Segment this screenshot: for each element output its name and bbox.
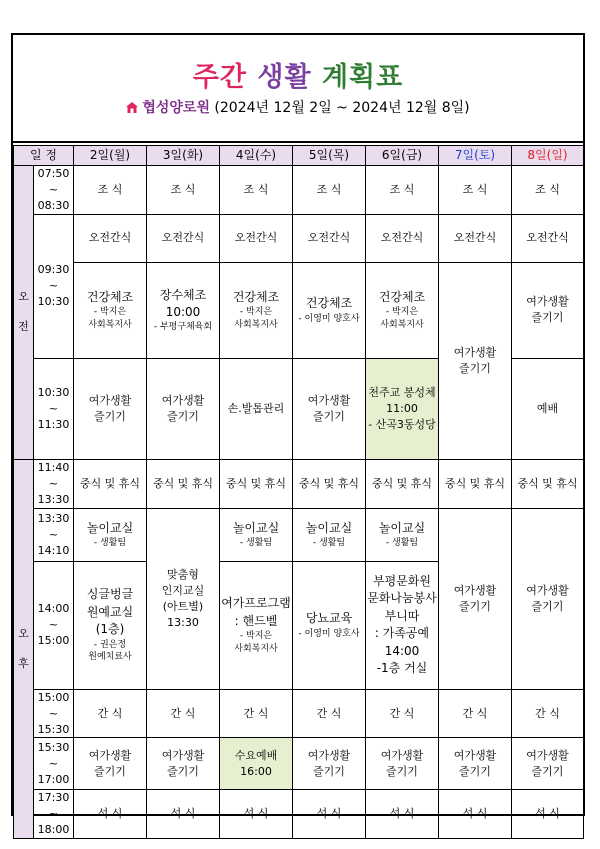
header-day: 2일(월) xyxy=(74,146,147,166)
cell-snack-am: 오전간식 xyxy=(293,214,366,262)
cell-wed-care: 손.발톱관리 xyxy=(220,358,293,459)
cell-play: 놀이교실 - 생활팀 xyxy=(220,508,293,561)
cell-mon-garden: 싱글벙글 원예교실 (1층) - 권은정 원예치료사 xyxy=(74,561,147,689)
time-slot: 10:30 ~ 11:30 xyxy=(34,358,74,459)
cell-play: 놀이교실 - 생활팀 xyxy=(293,508,366,561)
cell-snack: 간 식 xyxy=(147,689,220,738)
schedule-frame xyxy=(11,33,585,837)
time-slot: 13:30 ~ 14:10 xyxy=(34,508,74,561)
header-day: 5일(목) xyxy=(293,146,366,166)
cell-breakfast: 조 식 xyxy=(147,166,220,215)
schedule-table xyxy=(13,145,584,839)
cell-breakfast: 조 식 xyxy=(74,166,147,215)
cell-leisure: 여가생활 즐기기 xyxy=(439,738,512,790)
cell-dinner: 석 식 xyxy=(366,790,439,839)
house-icon xyxy=(126,102,138,113)
cell-breakfast: 조 식 xyxy=(366,166,439,215)
cell-lunch: 중식 및 휴식 xyxy=(293,459,366,508)
schedule-header xyxy=(13,35,583,143)
cell-wed-program: 여가프로그램 : 핸드벨 - 박지은 사회복지사 xyxy=(220,561,293,689)
cell-lunch: 중식 및 휴식 xyxy=(147,459,220,508)
cell-snack-am: 오전간식 xyxy=(74,214,147,262)
cell-lunch: 중식 및 휴식 xyxy=(366,459,439,508)
cell-lunch: 중식 및 휴식 xyxy=(220,459,293,508)
cell-leisure: 여가생활 즐기기 xyxy=(147,358,220,459)
cell-lunch: 중식 및 휴식 xyxy=(74,459,147,508)
cell-fri-culture: 부평문화원 문화나눔봉사 부니따 : 가족공예 14:00 -1층 거실 xyxy=(366,561,439,689)
cell-snack: 간 식 xyxy=(439,689,512,738)
cell-snack: 간 식 xyxy=(293,689,366,738)
section-am: 오 전 xyxy=(14,166,34,460)
cell-leisure: 여가생활 즐기기 xyxy=(512,738,584,790)
time-slot: 15:00 ~ 15:30 xyxy=(34,689,74,738)
cell-snack-am: 오전간식 xyxy=(439,214,512,262)
cell-tue-exercise: 장수체조 10:00 - 부평구체육회 xyxy=(147,262,220,358)
cell-leisure: 여가생활 즐기기 xyxy=(293,358,366,459)
cell-sun-leisure: 여가생활 즐기기 xyxy=(512,508,584,689)
cell-dinner: 석 식 xyxy=(74,790,147,839)
org-name: 협성양로원 xyxy=(142,100,210,116)
cell-dinner: 석 식 xyxy=(220,790,293,839)
cell-leisure: 여가생활 즐기기 xyxy=(293,738,366,790)
header-day: 4일(수) xyxy=(220,146,293,166)
cell-wed-worship: 수요예배 16:00 xyxy=(220,738,293,790)
header-day-sun: 8일(일) xyxy=(512,146,584,166)
cell-breakfast: 조 식 xyxy=(512,166,584,215)
header-day-sat: 7일(토) xyxy=(439,146,512,166)
cell-fri-volunteer: 천주교 봉성체 11:00 - 산곡3동성당 xyxy=(366,358,439,459)
cell-leisure: 여가생활 즐기기 xyxy=(74,358,147,459)
cell-dinner: 석 식 xyxy=(147,790,220,839)
cell-sun-leisure: 여가생활 즐기기 xyxy=(512,262,584,358)
cell-breakfast: 조 식 xyxy=(220,166,293,215)
cell-thu-diabetes: 당뇨교육 - 이영미 양호사 xyxy=(293,561,366,689)
cell-leisure: 여가생활 즐기기 xyxy=(74,738,147,790)
cell-play: 놀이교실 - 생활팀 xyxy=(74,508,147,561)
cell-snack: 간 식 xyxy=(512,689,584,738)
time-slot: 15:30 ~ 17:00 xyxy=(34,738,74,790)
header-day: 3일(화) xyxy=(147,146,220,166)
cell-lunch: 중식 및 휴식 xyxy=(439,459,512,508)
cell-snack-am: 오전간식 xyxy=(147,214,220,262)
cell-thu-exercise: 건강체조 - 이영미 양호사 xyxy=(293,262,366,358)
cell-wed-exercise: 건강체조 - 박지은 사회복지사 xyxy=(220,262,293,358)
cell-dinner: 석 식 xyxy=(439,790,512,839)
time-slot: 14:00 ~ 15:00 xyxy=(34,561,74,689)
cell-lunch: 중식 및 휴식 xyxy=(512,459,584,508)
cell-snack: 간 식 xyxy=(220,689,293,738)
cell-breakfast: 조 식 xyxy=(439,166,512,215)
cell-sat-leisure: 여가생활 즐기기 xyxy=(439,262,512,459)
header-schedule: 일 정 xyxy=(14,146,74,166)
cell-fri-exercise: 건강체조 - 박지은 사회복지사 xyxy=(366,262,439,358)
cell-sun-worship: 예배 xyxy=(512,358,584,459)
section-pm: 오 후 xyxy=(14,459,34,838)
cell-breakfast: 조 식 xyxy=(293,166,366,215)
time-slot: 07:50 ~ 08:30 xyxy=(34,166,74,215)
cell-play: 놀이교실 - 생활팀 xyxy=(366,508,439,561)
cell-snack-am: 오전간식 xyxy=(220,214,293,262)
period: (2024년 12월 2일 ~ 2024년 12월 8일) xyxy=(209,100,470,116)
subtitle xyxy=(13,97,583,117)
cell-leisure: 여가생활 즐기기 xyxy=(366,738,439,790)
cell-snack-am: 오전간식 xyxy=(366,214,439,262)
cell-sat-leisure: 여가생활 즐기기 xyxy=(439,508,512,689)
cell-snack: 간 식 xyxy=(366,689,439,738)
time-slot: 11:40 ~ 13:30 xyxy=(34,459,74,508)
cell-dinner: 석 식 xyxy=(293,790,366,839)
time-slot: 17:30 ~ 18:00 xyxy=(34,790,74,839)
cell-mon-exercise: 건강체조 - 박지은 사회복지사 xyxy=(74,262,147,358)
cell-snack-am: 오전간식 xyxy=(512,214,584,262)
time-slot: 09:30 ~ 10:30 xyxy=(34,214,74,358)
header-day: 6일(금) xyxy=(366,146,439,166)
cell-dinner: 석 식 xyxy=(512,790,584,839)
cell-snack: 간 식 xyxy=(74,689,147,738)
cell-leisure: 여가생활 즐기기 xyxy=(147,738,220,790)
cell-tue-cognitive: 맞춤형 인지교실 (아트별) 13:30 xyxy=(147,508,220,689)
page-title: 주간 생활 계획표 xyxy=(192,62,404,93)
